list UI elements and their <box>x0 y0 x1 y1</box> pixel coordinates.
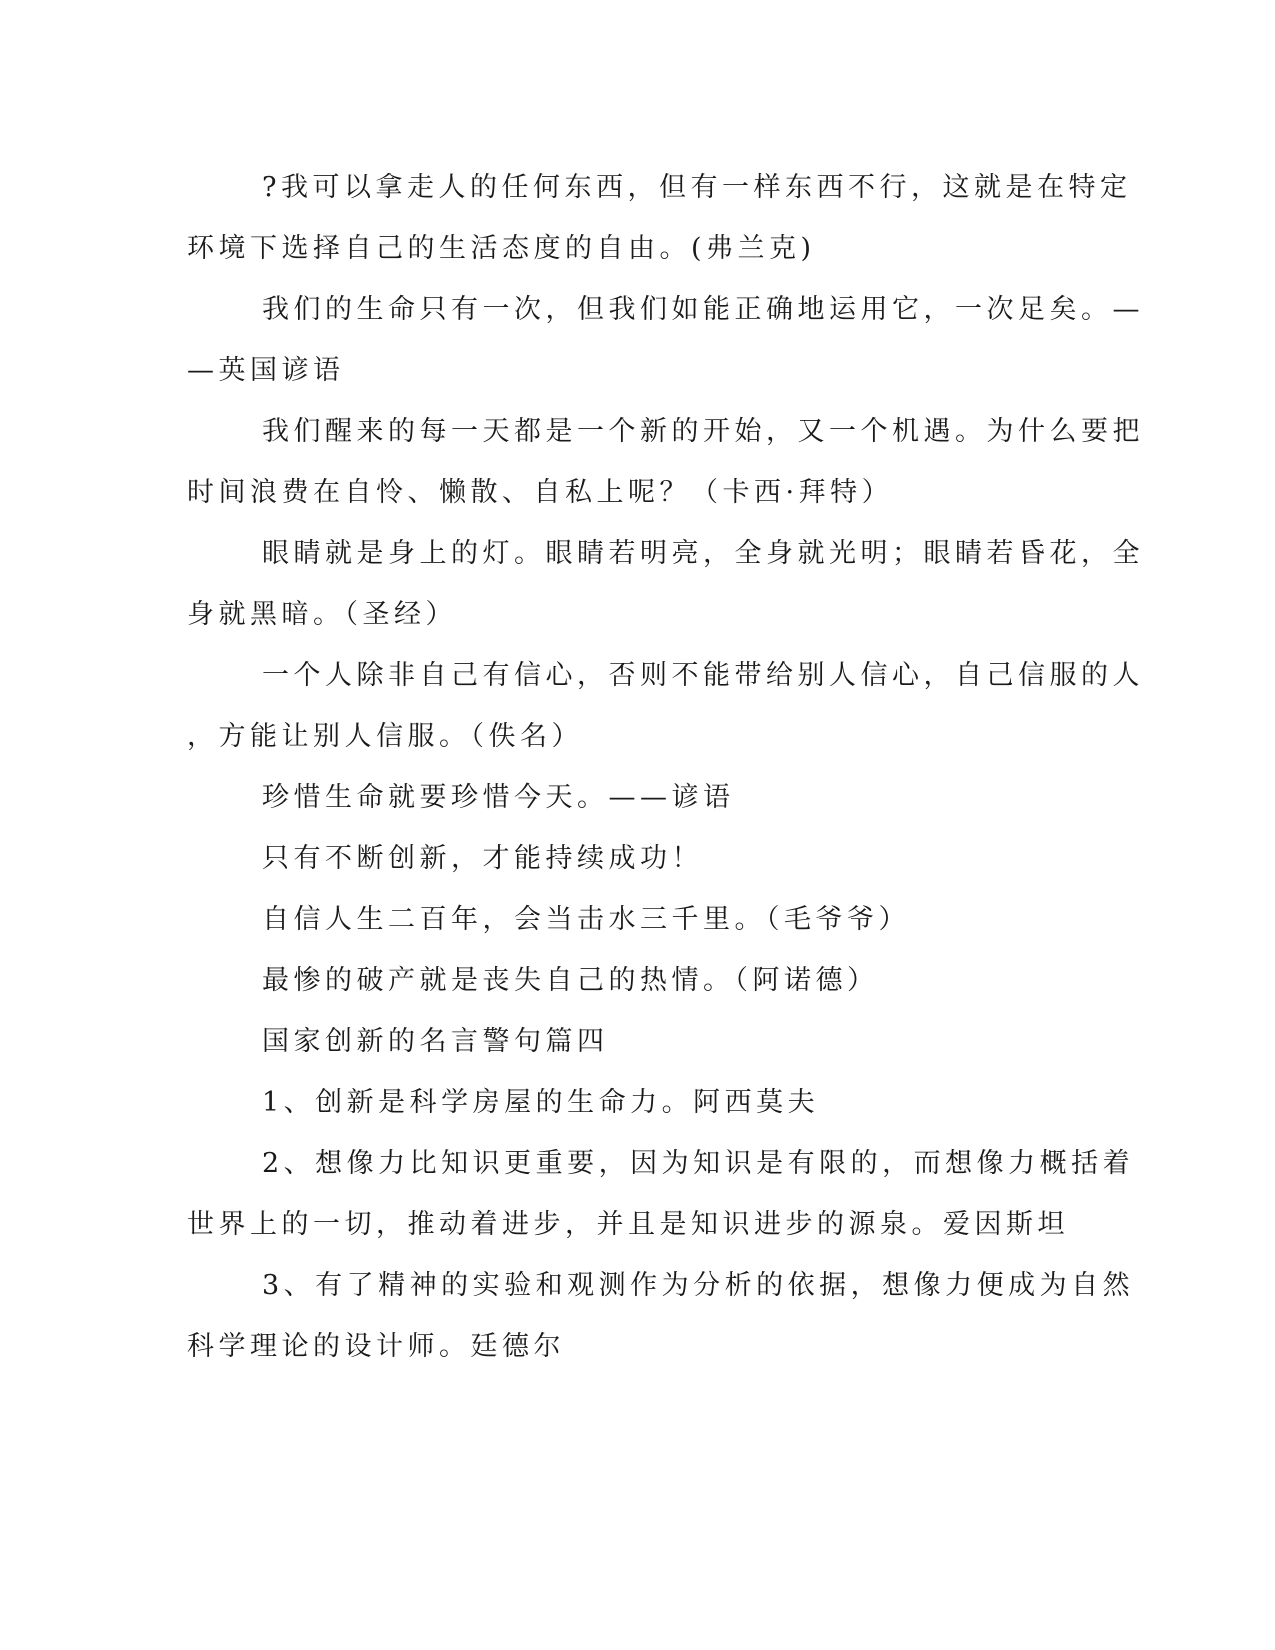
text-line: 珍惜生命就要珍惜今天。——谚语 <box>262 782 735 813</box>
section-heading: 国家创新的名言警句篇四 <box>262 1026 609 1057</box>
text-line: 身就黑暗。（圣经） <box>187 599 457 630</box>
text-line: 自信人生二百年，会当击水三千里。（毛爷爷） <box>262 904 910 935</box>
text-line: 只有不断创新，才能持续成功！ <box>262 843 703 874</box>
text-line: 最惨的破产就是丧失自己的热情。（阿诺德） <box>262 965 879 996</box>
text-line: —英国谚语 <box>187 355 345 386</box>
document-body <box>187 157 1144 1377</box>
text-line: 世界上的一切，推动着进步，并且是知识进步的源泉。爱因斯坦 <box>187 1209 1069 1240</box>
text-line: 2、想像力比知识更重要，因为知识是有限的，而想像力概括着 <box>262 1148 1135 1179</box>
text-line: 我们的生命只有一次，但我们如能正确地运用它，一次足矣。— <box>262 294 1144 325</box>
text-line: 眼睛就是身上的灯。眼睛若明亮，全身就光明；眼睛若昏花，全 <box>262 538 1144 569</box>
text-line: 1、创新是科学房屋的生命力。阿西莫夫 <box>262 1087 820 1118</box>
text-line: 环境下选择自己的生活态度的自由。(弗兰克) <box>187 233 816 264</box>
text-line: 我们醒来的每一天都是一个新的开始，又一个机遇。为什么要把 <box>262 416 1144 447</box>
text-line: 一个人除非自己有信心，否则不能带给别人信心，自己信服的人 <box>262 660 1144 691</box>
text-line: 科学理论的设计师。廷德尔 <box>187 1331 565 1362</box>
text-line: 3、有了精神的实验和观测作为分析的依据，想像力便成为自然 <box>262 1270 1135 1301</box>
text-line: ，方能让别人信服。（佚名） <box>187 721 583 752</box>
text-line: ?我可以拿走人的任何东西，但有一样东西不行，这就是在特定 <box>262 172 1132 203</box>
text-line: 时间浪费在自怜、懒散、自私上呢？（卡西·拜特） <box>187 477 894 508</box>
